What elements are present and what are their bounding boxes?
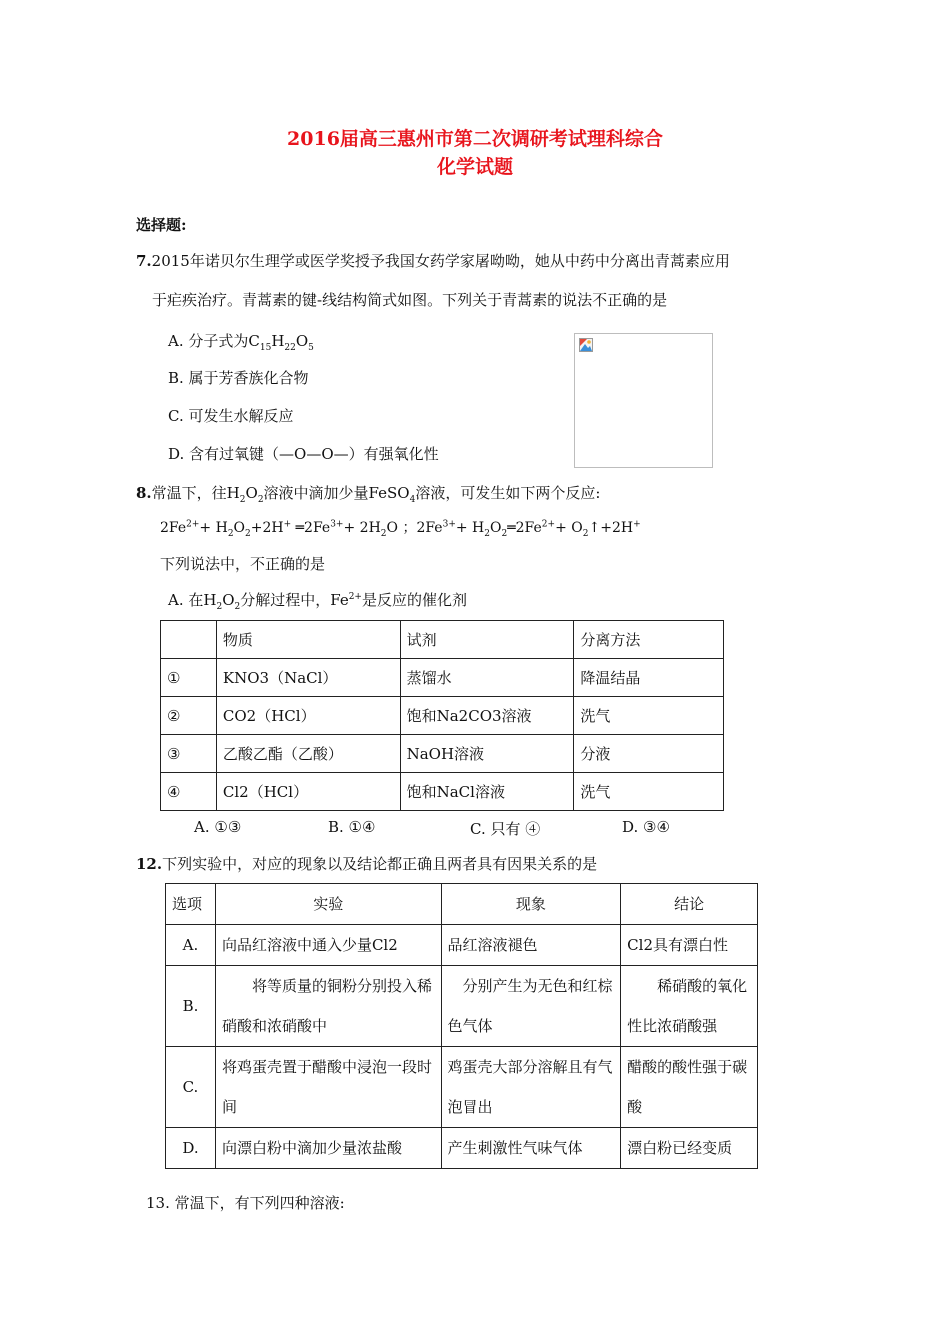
q8-stem: 8.常温下，往$H_2O_2$溶液中滴加少量FeSO$_4$溶液，可发生如下两个反应: bbox=[136, 484, 601, 505]
table-row: D. 向漂白粉中滴加少量浓盐酸 产生刺激性气味气体 漂白粉已经变质 bbox=[166, 1128, 758, 1169]
experiment-table bbox=[165, 883, 758, 1169]
q7-option-a: A. 分子式为$C_{15}H_{22}O_5$ bbox=[168, 332, 314, 353]
broken-image-icon bbox=[579, 338, 593, 352]
section-label: 选择题: bbox=[136, 216, 187, 234]
q7-stem-1: 2015年诺贝尔生理学或医学奖授予我国女药学家屠呦呦，她从中药中分离出青蒿素应用 bbox=[151, 252, 730, 270]
table-row: ③ 乙酸乙酯（乙酸） NaOH溶液 分液 bbox=[161, 735, 724, 773]
table-header-cell: 分离方法 bbox=[574, 621, 724, 659]
q8-option-a: A. 在$H_2O_2$分解过程中，$Fe^{2+}$是反应的催化剂 bbox=[168, 591, 467, 612]
q8-equation: $2Fe^{2+}+ H_2O_2+2H^+$ $═2Fe^{3+}+ 2H_2O$ ；$2Fe^{3+}+$ $H_2O_2═2Fe^{2+}+$ $O_2↑+2H^+$ bbox=[160, 519, 641, 539]
table-row: ① KNO3（NaCl） 蒸馏水 降温结晶 bbox=[161, 659, 724, 697]
table-header-cell: 结论 bbox=[621, 884, 758, 925]
table-row: C. 将鸡蛋壳置于醋酸中浸泡一段时间 鸡蛋壳大部分溶解且有气泡冒出 醋酸的酸性强于碳酸 bbox=[166, 1047, 758, 1128]
page-title-line1: 2016届高三惠州市第二次调研考试理科综合 bbox=[287, 128, 663, 150]
table-header-cell: 试剂 bbox=[400, 621, 574, 659]
table-header-cell: 选项 bbox=[166, 884, 216, 925]
q7-number: 7. bbox=[136, 252, 152, 270]
table-row: B. 将等质量的铜粉分别投入稀硝酸和浓硝酸中 分别产生为无色和红棕色气体 稀硝酸的氧化性比浓硝酸强 bbox=[166, 966, 758, 1047]
choice-c: C. 只有 ④ bbox=[470, 820, 541, 838]
choice-a: A. ①③ bbox=[194, 818, 242, 836]
structure-image-placeholder bbox=[574, 333, 713, 468]
table-header-cell: 实验 bbox=[215, 884, 441, 925]
table-header-cell: 物质 bbox=[216, 621, 400, 659]
q7-option-c: C. 可发生水解反应 bbox=[168, 407, 294, 425]
table-header-row bbox=[161, 621, 724, 659]
q8-substem: 下列说法中，不正确的是 bbox=[160, 555, 326, 573]
q7-line2: 于疟疾治疗。青蒿素的键-线结构简式如图。下列关于青蒿素的说法不正确的是 bbox=[152, 291, 668, 309]
choice-b: B. ①④ bbox=[328, 818, 376, 836]
q7-line1 bbox=[136, 250, 730, 271]
separation-table bbox=[160, 620, 724, 811]
q13-stem: 13. 常温下，有下列四种溶液: bbox=[146, 1194, 345, 1212]
q7-option-d: D. 含有过氧键（—O—O—）有强氧化性 bbox=[168, 445, 439, 463]
page-title-line2: 化学试题 bbox=[436, 156, 513, 178]
q12-stem: 12.下列实验中，对应的现象以及结论都正确且两者具有因果关系的是 bbox=[136, 855, 598, 873]
table-header-cell: 现象 bbox=[441, 884, 621, 925]
choice-d: D. ③④ bbox=[622, 818, 670, 836]
table-row: A. 向品红溶液中通入少量Cl2 品红溶液褪色 Cl2具有漂白性 bbox=[166, 925, 758, 966]
table-row: ④ Cl2（HCl） 饱和NaCl溶液 洗气 bbox=[161, 773, 724, 811]
table-row: ② CO2（HCl） 饱和Na2CO3溶液 洗气 bbox=[161, 697, 724, 735]
q7-option-b: B. 属于芳香族化合物 bbox=[168, 369, 309, 387]
table-header-row bbox=[166, 884, 758, 925]
